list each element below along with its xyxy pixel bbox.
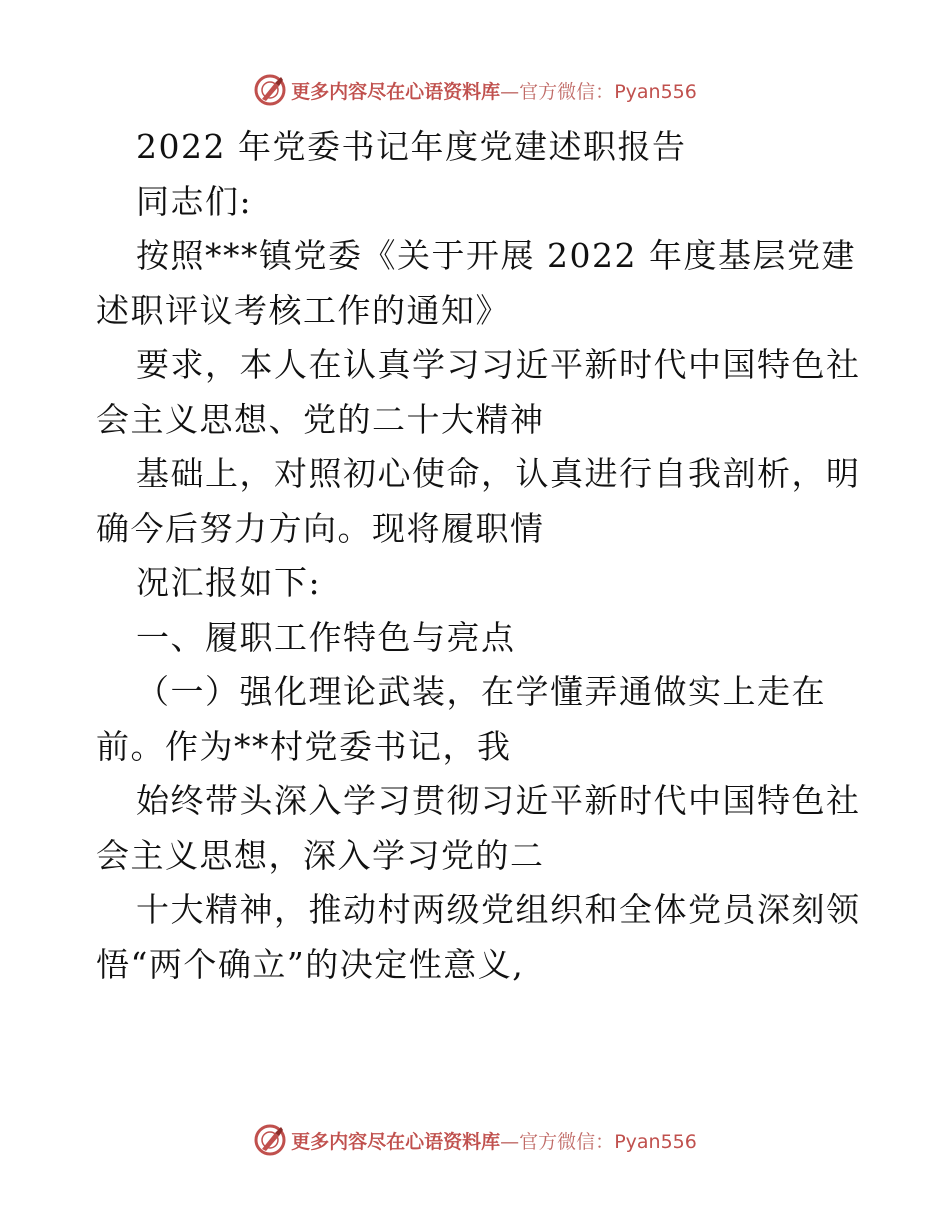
watermark-main: 更多内容尽在心语资料库 — [291, 1130, 501, 1153]
section-heading: 一、履职工作特色与亮点 — [136, 617, 516, 657]
doc-line: 确今后努力方向。现将履职情 — [96, 508, 545, 548]
document-body — [96, 120, 861, 992]
watermark-main: 更多内容尽在心语资料库 — [291, 80, 501, 103]
watermark-sub: 官方微信： — [519, 80, 615, 103]
doc-line: 基础上，对照初心使命，认真进行自我剖析，明 — [136, 454, 861, 493]
doc-line: 悟“两个确立”的决定性意义, — [96, 944, 525, 984]
doc-line: 同志们: — [136, 181, 253, 221]
header-watermark — [0, 70, 950, 110]
subsection-heading: （一）强化理论武装，在学懂弄通做实上走在 — [136, 672, 826, 711]
watermark-dash: — — [500, 1130, 520, 1153]
pen-logo-icon — [253, 1123, 287, 1157]
watermark-sub: 官方微信： — [519, 1130, 615, 1153]
doc-line: 前。作为**村党委书记，我 — [96, 726, 512, 766]
watermark-wechat-id: Pyan556 — [614, 1130, 697, 1153]
pen-logo-icon — [253, 73, 287, 107]
footer-watermark — [0, 1120, 950, 1160]
doc-line: 会主义思想、党的二十大精神 — [96, 399, 545, 439]
doc-line: 始终带头深入学习贯彻习近平新时代中国特色社 — [136, 781, 861, 820]
doc-line: 十大精神，推动村两级党组织和全体党员深刻领 — [136, 890, 861, 929]
doc-line: 要求，本人在认真学习习近平新时代中国特色社 — [136, 345, 861, 384]
doc-line: 况汇报如下: — [136, 563, 322, 602]
doc-line: 按照***镇党委《关于开展 2022 年度基层党建 — [136, 236, 856, 275]
watermark-text — [291, 77, 697, 104]
doc-title: 2022 年党委书记年度党建述职报告 — [136, 127, 687, 166]
doc-line: 会主义思想，深入学习党的二 — [96, 835, 545, 875]
watermark-wechat-id: Pyan556 — [614, 80, 697, 103]
watermark-text — [291, 1127, 697, 1154]
watermark-dash: — — [500, 80, 520, 103]
doc-line: 述职评议考核工作的通知》 — [96, 290, 510, 330]
